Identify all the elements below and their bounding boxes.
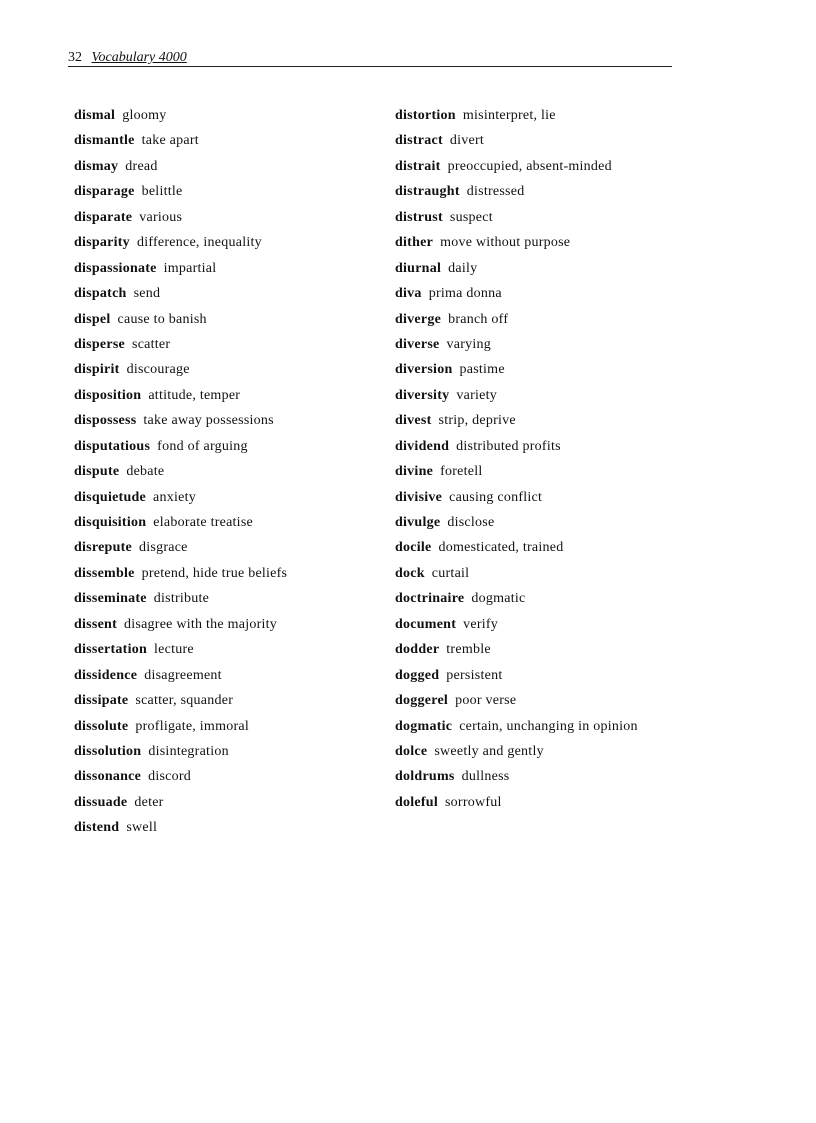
vocab-entry	[74, 362, 374, 377]
vocab-definition: varying	[446, 336, 492, 352]
vocab-definition: causing conflict	[449, 489, 543, 505]
vocab-entry	[395, 108, 685, 123]
vocab-definition: misinterpret, lie	[462, 108, 556, 123]
vocab-entry	[74, 795, 374, 810]
vocab-word: dissolution	[74, 743, 142, 759]
vocab-entry	[395, 312, 685, 327]
vocab-entry	[74, 286, 374, 301]
vocab-definition: anxiety	[153, 489, 196, 505]
vocab-definition: fond of arguing	[157, 438, 248, 454]
vocab-definition: various	[139, 209, 183, 225]
page-header	[68, 49, 672, 67]
vocab-definition: take away possessions	[143, 413, 274, 429]
vocab-definition: send	[133, 286, 161, 302]
vocab-entry	[395, 362, 685, 377]
vocab-entry	[74, 184, 374, 199]
vocab-entry	[74, 540, 374, 555]
vocab-word: dispatch	[74, 286, 127, 302]
vocab-word: disseminate	[74, 591, 147, 607]
vocab-entry	[74, 235, 374, 250]
vocab-word: docile	[395, 540, 432, 556]
vocab-word: distraught	[395, 184, 460, 200]
vocab-definition: difference, inequality	[136, 235, 262, 251]
vocab-word: dismal	[74, 108, 116, 123]
vocab-word: dispute	[74, 464, 120, 480]
vocab-word: dispirit	[74, 362, 120, 378]
vocab-entry	[74, 719, 374, 734]
vocab-word: distract	[395, 133, 443, 149]
vocab-definition: pastime	[459, 362, 505, 378]
vocab-entry	[74, 769, 374, 784]
vocab-definition: preoccupied, absent-minded	[447, 158, 612, 174]
vocab-entry	[395, 286, 685, 301]
vocab-entry	[395, 591, 685, 606]
vocab-definition: pretend, hide true beliefs	[141, 565, 288, 581]
vocab-definition: divert	[449, 133, 485, 149]
vocab-definition: move without purpose	[440, 235, 571, 251]
vocab-word: dissidence	[74, 667, 138, 683]
vocab-word: divulge	[395, 515, 441, 530]
vocab-entry	[74, 591, 374, 606]
vocab-entry	[395, 464, 685, 479]
left-column	[74, 108, 374, 846]
vocab-entry	[74, 133, 374, 148]
vocab-definition: domesticated, trained	[438, 540, 564, 556]
vocab-word: disparage	[74, 184, 135, 200]
vocab-definition: debate	[126, 464, 165, 480]
vocab-entry	[74, 413, 374, 428]
vocab-entry	[74, 668, 374, 683]
vocab-definition: foretell	[440, 464, 483, 480]
vocab-word: doldrums	[395, 769, 455, 785]
vocab-entry	[74, 108, 374, 123]
vocab-entry	[74, 261, 374, 276]
vocab-definition: dogmatic	[471, 591, 526, 607]
vocab-entry	[395, 184, 685, 199]
vocab-definition: dullness	[461, 769, 510, 785]
vocab-entry	[395, 235, 685, 250]
vocab-definition: disagreement	[144, 667, 222, 683]
vocab-entry	[395, 693, 685, 708]
vocab-entry	[74, 617, 374, 632]
vocab-word: dither	[395, 235, 434, 251]
vocab-definition: curtail	[431, 565, 470, 581]
vocab-entry	[74, 159, 374, 174]
vocab-word: dissemble	[74, 565, 135, 581]
vocab-entry	[395, 133, 685, 148]
vocab-definition: impartial	[163, 260, 217, 276]
vocab-word: disputatious	[74, 438, 151, 454]
vocab-entry	[395, 413, 685, 428]
vocab-word: dissuade	[74, 794, 128, 810]
vocab-word: diversion	[395, 362, 453, 378]
vocab-entry	[395, 795, 685, 810]
vocab-definition: cause to banish	[117, 311, 207, 327]
vocab-word: dissolute	[74, 718, 129, 734]
vocab-entry	[74, 439, 374, 454]
vocab-definition: suspect	[449, 209, 493, 225]
vocab-entry	[395, 210, 685, 225]
vocab-word: dodder	[395, 642, 440, 658]
vocab-definition: branch off	[448, 311, 509, 327]
vocab-word: dismantle	[74, 133, 135, 149]
vocab-definition: scatter, squander	[135, 693, 234, 709]
vocab-definition: take apart	[141, 133, 199, 149]
vocab-entry	[74, 490, 374, 505]
vocab-entry	[395, 566, 685, 581]
right-column	[395, 108, 685, 820]
vocab-word: dock	[395, 565, 425, 581]
vocab-definition: disgrace	[139, 540, 188, 556]
vocab-entry	[395, 388, 685, 403]
vocab-word: doggerel	[395, 693, 449, 709]
vocab-word: diverge	[395, 311, 442, 327]
vocab-entry	[395, 261, 685, 276]
vocab-entry	[74, 820, 374, 835]
vocab-definition: dread	[125, 158, 158, 174]
vocab-entry	[74, 642, 374, 657]
vocab-definition: sweetly and gently	[434, 743, 544, 759]
vocab-word: dissent	[74, 616, 117, 632]
vocab-entry	[395, 642, 685, 657]
vocab-word: dissipate	[74, 693, 129, 709]
vocab-word: diva	[395, 286, 422, 302]
vocab-entry	[74, 693, 374, 708]
book-title: Vocabulary 4000	[91, 50, 187, 65]
vocab-definition: elaborate treatise	[153, 515, 253, 530]
vocab-definition: belittle	[141, 184, 183, 200]
vocab-word: diurnal	[395, 260, 442, 276]
vocab-word: dividend	[395, 438, 450, 454]
vocab-word: disparity	[74, 235, 130, 251]
vocab-definition: gloomy	[122, 108, 167, 123]
vocab-entry	[395, 744, 685, 759]
vocab-word: disparate	[74, 209, 133, 225]
vocab-definition: disclose	[447, 515, 495, 530]
vocab-entry	[395, 337, 685, 352]
vocab-entry	[395, 617, 685, 632]
vocab-definition: tremble	[446, 642, 491, 658]
vocab-word: distrait	[395, 158, 441, 174]
vocab-word: distend	[74, 820, 120, 836]
vocab-word: divest	[395, 413, 432, 429]
vocab-word: diverse	[395, 336, 440, 352]
vocab-entry	[395, 668, 685, 683]
vocab-word: disposition	[74, 387, 142, 403]
vocab-word: distrust	[395, 209, 443, 225]
vocab-definition: verify	[463, 616, 499, 632]
vocab-entry	[395, 719, 685, 734]
vocab-definition: daily	[448, 260, 478, 276]
vocab-definition: disintegration	[148, 743, 229, 759]
vocab-entry	[74, 388, 374, 403]
vocab-entry	[395, 769, 685, 784]
vocab-definition: deter	[134, 794, 164, 810]
vocab-definition: scatter	[132, 336, 171, 352]
vocab-definition: prima donna	[428, 286, 502, 302]
vocab-entry	[395, 439, 685, 454]
vocab-entry	[74, 464, 374, 479]
vocab-word: dissertation	[74, 642, 147, 658]
vocab-entry	[395, 490, 685, 505]
vocab-word: diversity	[395, 387, 450, 403]
vocab-word: doleful	[395, 794, 438, 810]
vocab-definition: discord	[148, 769, 192, 785]
vocab-definition: strip, deprive	[438, 413, 516, 429]
vocab-word: doctrinaire	[395, 591, 465, 607]
vocab-word: disrepute	[74, 540, 132, 556]
vocab-word: divisive	[395, 489, 443, 505]
vocab-definition: discourage	[126, 362, 190, 378]
vocab-word: dogmatic	[395, 718, 453, 734]
vocab-word: dispossess	[74, 413, 137, 429]
vocab-definition: lecture	[154, 642, 194, 658]
vocab-entry	[74, 566, 374, 581]
vocab-entry	[74, 337, 374, 352]
vocab-definition: variety	[456, 387, 497, 403]
vocab-definition: sorrowful	[444, 794, 502, 810]
vocab-definition: distributed profits	[456, 438, 561, 454]
vocab-entry	[74, 744, 374, 759]
vocab-word: dogged	[395, 667, 440, 683]
vocab-word: disquisition	[74, 515, 147, 530]
vocab-word: document	[395, 616, 457, 632]
vocab-word: dispel	[74, 311, 111, 327]
vocab-entry	[395, 515, 685, 530]
vocab-word: dissonance	[74, 769, 142, 785]
vocab-word: dismay	[74, 158, 119, 174]
vocab-word: dispassionate	[74, 260, 157, 276]
vocab-definition: poor verse	[455, 693, 517, 709]
vocab-entry	[74, 515, 374, 530]
vocab-word: disquietude	[74, 489, 146, 505]
vocab-word: dolce	[395, 743, 428, 759]
vocab-definition: distribute	[153, 591, 210, 607]
vocab-definition: swell	[126, 820, 158, 836]
page-number: 32	[68, 50, 82, 65]
vocab-word: disperse	[74, 336, 125, 352]
vocab-word: divine	[395, 464, 434, 480]
vocab-entry	[395, 540, 685, 555]
vocab-definition: persistent	[446, 667, 503, 683]
vocab-entry	[395, 159, 685, 174]
vocab-definition: attitude, temper	[148, 387, 241, 403]
vocab-entry	[74, 210, 374, 225]
vocab-definition: profligate, immoral	[135, 718, 249, 734]
vocab-definition: disagree with the majority	[123, 616, 278, 632]
vocab-entry	[74, 312, 374, 327]
vocab-definition: certain, unchanging in opinion	[459, 718, 638, 734]
vocab-word: distortion	[395, 108, 456, 123]
vocab-definition: distressed	[466, 184, 525, 200]
